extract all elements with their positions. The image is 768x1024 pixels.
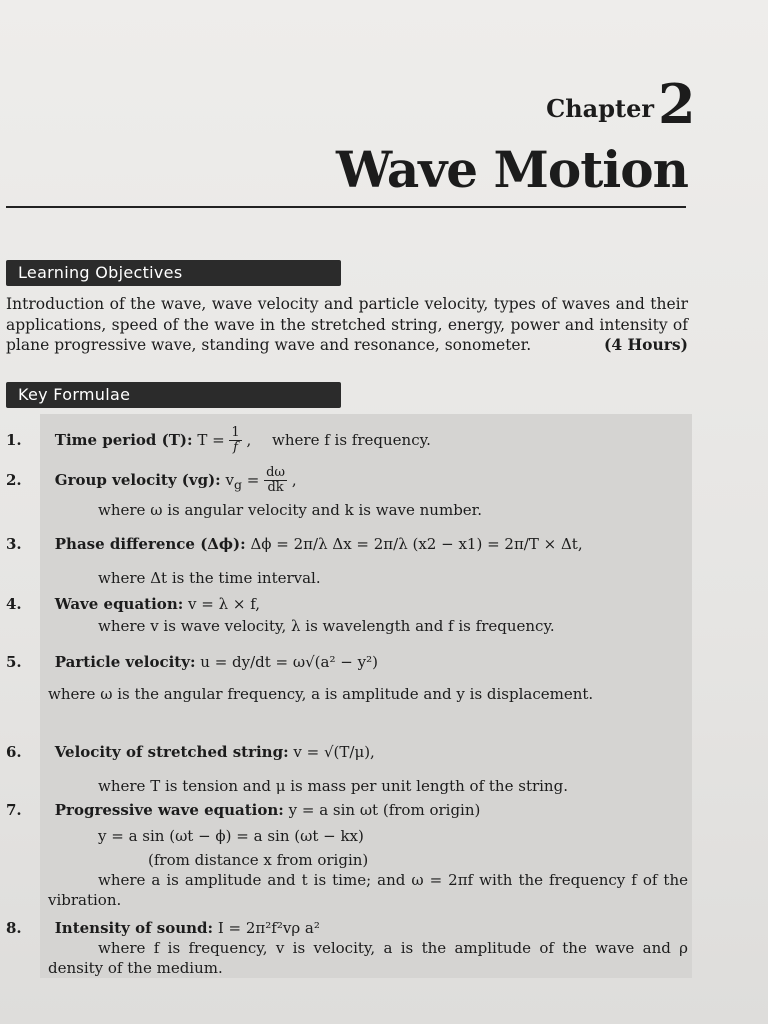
formula-item-5 xyxy=(6,652,378,672)
formula-item-7 xyxy=(6,800,480,820)
item-label: Intensity of sound: xyxy=(54,919,214,937)
objectives-hours: (4 Hours) xyxy=(604,335,688,354)
formula-8: I = 2π²f²vρ a² xyxy=(217,919,320,937)
objectives-body: Introduction of the wave, wave velocity and particle velocity, types of waves and their applications, speed of the wave in the stretched string, energy, power and intensity of plane progressive wave, standing wave and resonance, sonometer. xyxy=(6,295,688,354)
formula-5: u = dy/dt = ω√(a² − y²) xyxy=(200,653,378,671)
formula-6-note: where T is tension and μ is mass per unit length of the string. xyxy=(98,777,568,795)
learning-objectives-text xyxy=(6,294,688,356)
formula-item-2 xyxy=(6,466,297,495)
formula-item-1 xyxy=(6,426,431,455)
item-label: Phase difference (Δϕ): xyxy=(54,535,246,553)
formula-item-8 xyxy=(6,918,320,938)
item-number: 3. xyxy=(6,535,22,553)
formula-2: $v_g$ = $\frac{d\omega}{dk}$ , xyxy=(225,465,297,495)
formula-3-note: where Δt is the time interval. xyxy=(98,569,321,587)
formula-1: T = $\frac{1}{f}$ , xyxy=(197,425,252,455)
item-number: 5. xyxy=(6,653,22,671)
formula-item-3 xyxy=(6,534,583,554)
formula-4-note: where v is wave velocity, λ is wavelength and f is frequency. xyxy=(98,617,555,635)
key-formulae-heading: Key Formulae xyxy=(6,382,341,408)
chapter-heading xyxy=(546,72,696,136)
formula-item-6 xyxy=(6,742,375,762)
item-label: Group velocity (vg): xyxy=(54,470,221,489)
page-title: Wave Motion xyxy=(336,140,688,199)
formula-7-line2: y = a sin (ωt − ϕ) = a sin (ωt − kx) xyxy=(98,827,364,845)
formula-7-note: where a is amplitude and t is time; and ω = 2πf with the frequency f of the vibration. xyxy=(48,871,688,909)
formula-7-line3: (from distance x from origin) xyxy=(148,851,369,869)
formula-2-note: where ω is angular velocity and k is wave number. xyxy=(98,501,482,519)
item-label: Progressive wave equation: xyxy=(54,801,284,819)
item-number: 7. xyxy=(6,801,22,819)
formula-4: v = λ × f, xyxy=(188,595,261,613)
formula-6: v = √(T/μ), xyxy=(293,743,375,761)
item-label: Velocity of stretched string: xyxy=(54,743,289,761)
formula-item-4 xyxy=(6,594,260,614)
formula-5-note: where ω is the angular frequency, a is amplitude and y is displacement. xyxy=(48,685,594,703)
item-number: 4. xyxy=(6,595,22,613)
learning-objectives-heading: Learning Objectives xyxy=(6,260,341,286)
chapter-number: 2 xyxy=(658,72,696,136)
item-number: 2. xyxy=(6,470,22,489)
item-number: 8. xyxy=(6,919,22,937)
formula-8-note: where f is frequency, v is velocity, a is the amplitude of the wave and ρ density of the medium. xyxy=(48,939,688,977)
item-note: where f is frequency. xyxy=(272,430,431,449)
item-number: 1. xyxy=(6,430,22,449)
formula-7: y = a sin ωt (from origin) xyxy=(288,801,481,819)
item-number: 6. xyxy=(6,743,22,761)
item-label: Wave equation: xyxy=(54,595,184,613)
chapter-label: Chapter xyxy=(546,93,654,123)
item-label: Particle velocity: xyxy=(54,653,196,671)
formula-3: Δϕ = 2π/λ Δx = 2π/λ (x2 − x1) = 2π/T × Δt, xyxy=(250,535,583,553)
title-divider xyxy=(6,206,686,208)
item-label: Time period (T): xyxy=(54,430,193,449)
